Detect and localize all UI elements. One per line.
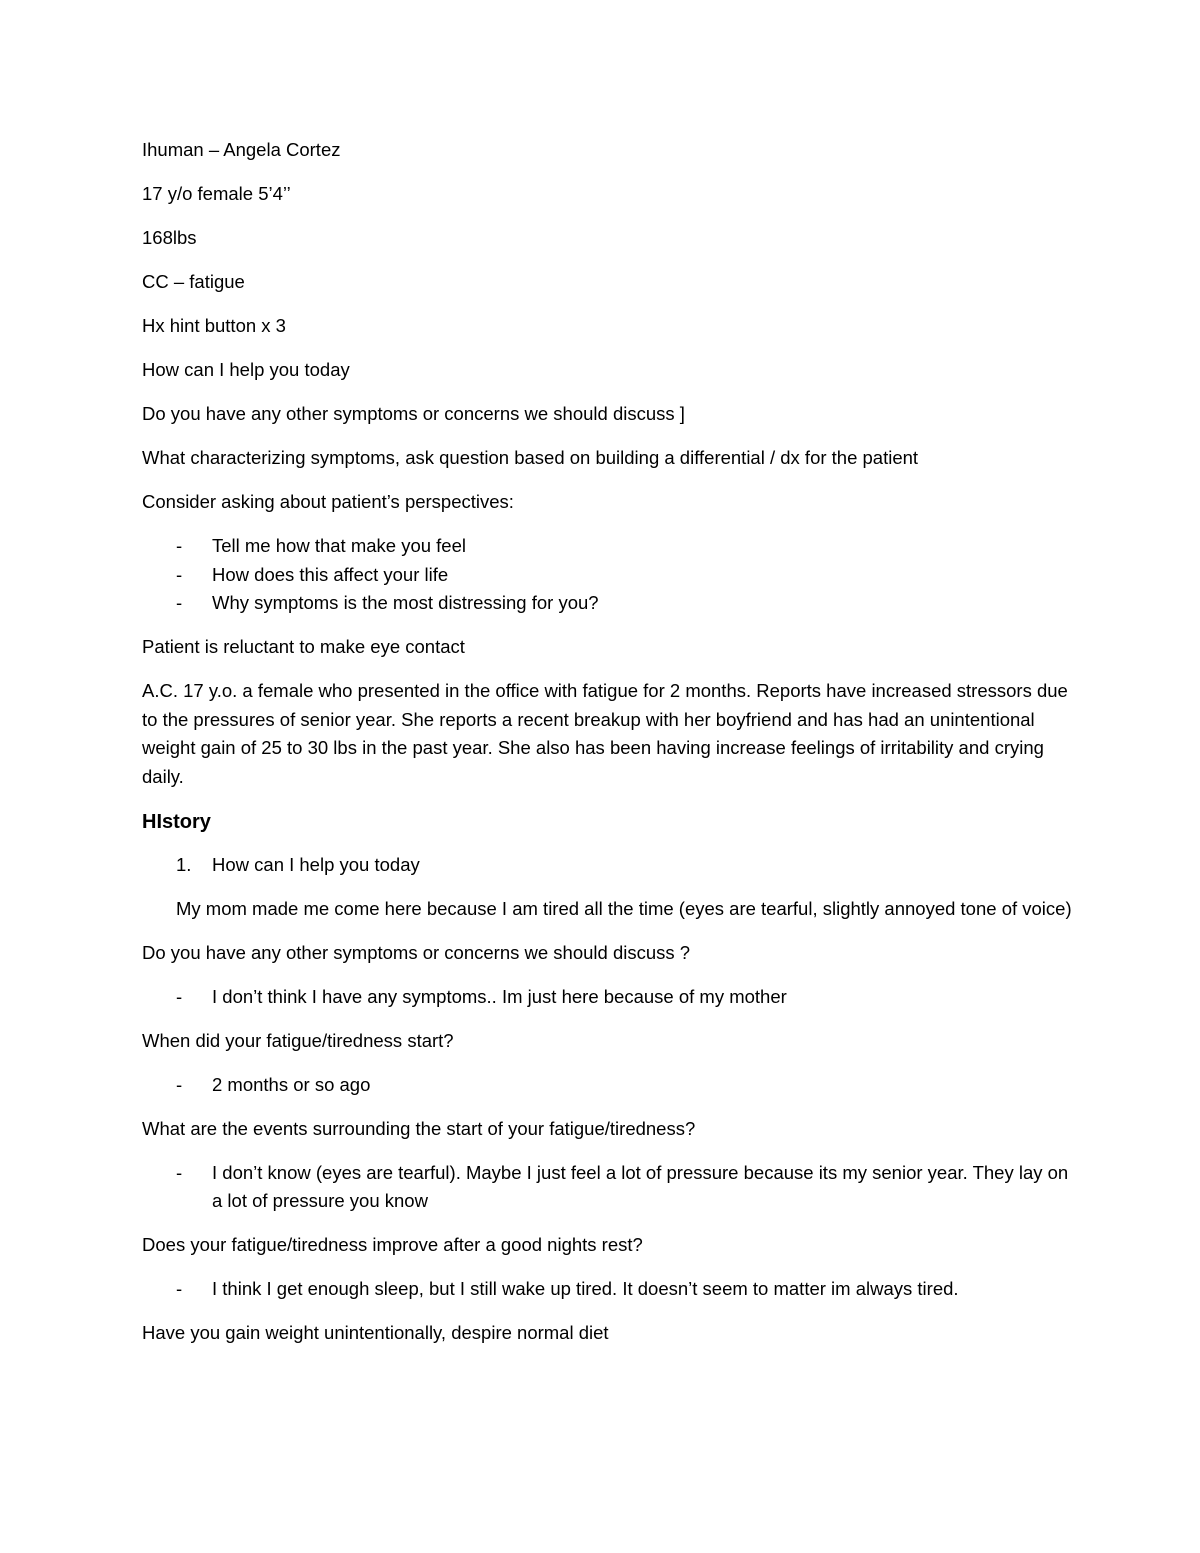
list-item (142, 1071, 1082, 1100)
list-number: 1. (176, 853, 192, 875)
answer-list (142, 1071, 1082, 1100)
patient-weight: 168lbs (142, 227, 197, 248)
list-item (142, 561, 1082, 590)
patient-summary: A.C. 17 y.o. a female who presented in the office with fatigue for 2 months. Reports have increased stressors due to the pressures of senior year. She reports a recent breakup with her boyfriend and has had an unintentional weight gain of 25 to 30 lbs in the past year. She also has been having increase feelings of irritability and crying daily. (142, 680, 1068, 787)
answer-list (142, 1275, 1082, 1304)
dash-marker: - (176, 1161, 183, 1183)
dash-marker: - (176, 592, 183, 613)
list-item (142, 851, 1082, 880)
perspectives-note: Consider asking about patient’s perspectives: (142, 491, 514, 512)
history-answer-2: I don’t think I have any symptoms.. Im just here because of my mother (212, 985, 787, 1007)
list-item (142, 532, 1082, 561)
answer-list (142, 1159, 1082, 1216)
history-question-3: When did your fatigue/tiredness start? (142, 1029, 454, 1051)
list-item (142, 1275, 1082, 1304)
history-question-4: What are the events surrounding the start of your fatigue/tiredness? (142, 1117, 696, 1139)
history-question-5: Does your fatigue/tiredness improve after a good nights rest? (142, 1234, 643, 1255)
dash-marker: - (176, 1278, 183, 1299)
eye-contact-note: Patient is reluctant to make eye contact (142, 636, 465, 657)
history-numbered-list (142, 851, 1082, 880)
perspectives-list (142, 532, 1082, 618)
list-item (142, 1159, 1082, 1216)
question-help: How can I help you today (142, 359, 350, 380)
hint-note: Hx hint button x 3 (142, 315, 286, 336)
patient-age-height: 17 y/o female 5’4’’ (142, 183, 291, 204)
dash-marker: - (176, 535, 183, 556)
history-answer-1: My mom made me come here because I am tired all the time (eyes are tearful, slightly annoyed tone of voice) (176, 897, 1072, 919)
history-answer-4: I don’t know (eyes are tearful). Maybe I just feel a lot of pressure because its my senior year. They lay on a lot of pressure you know (212, 1161, 1069, 1211)
dash-marker: - (176, 563, 183, 585)
question-other-symptoms: Do you have any other symptoms or concerns we should discuss ] (142, 403, 685, 424)
list-item-text: Tell me how that make you feel (212, 535, 466, 556)
history-question-1: How can I help you today (212, 853, 420, 875)
list-item (142, 983, 1082, 1012)
history-answer-3: 2 months or so ago (212, 1073, 371, 1095)
history-question-6: Have you gain weight unintentionally, despire normal diet (142, 1322, 609, 1343)
history-question-2: Do you have any other symptoms or concerns we should discuss ? (142, 941, 691, 963)
list-item (142, 589, 1082, 618)
answer-list (142, 983, 1082, 1012)
dash-marker: - (176, 1073, 183, 1095)
characterizing-note: What characterizing symptoms, ask question based on building a differential / dx for the patient (142, 447, 919, 468)
dash-marker: - (176, 985, 183, 1007)
chief-complaint: CC – fatigue (142, 271, 245, 292)
history-answer-5: I think I get enough sleep, but I still wake up tired. It doesn’t seem to matter im always tired. (212, 1278, 959, 1299)
document-title: Ihuman – Angela Cortez (142, 139, 341, 160)
history-heading: HIstory (142, 810, 211, 833)
list-item-text: Why symptoms is the most distressing for you? (212, 592, 599, 613)
list-item-text: How does this affect your life (212, 563, 449, 585)
document-page (142, 136, 1082, 1363)
